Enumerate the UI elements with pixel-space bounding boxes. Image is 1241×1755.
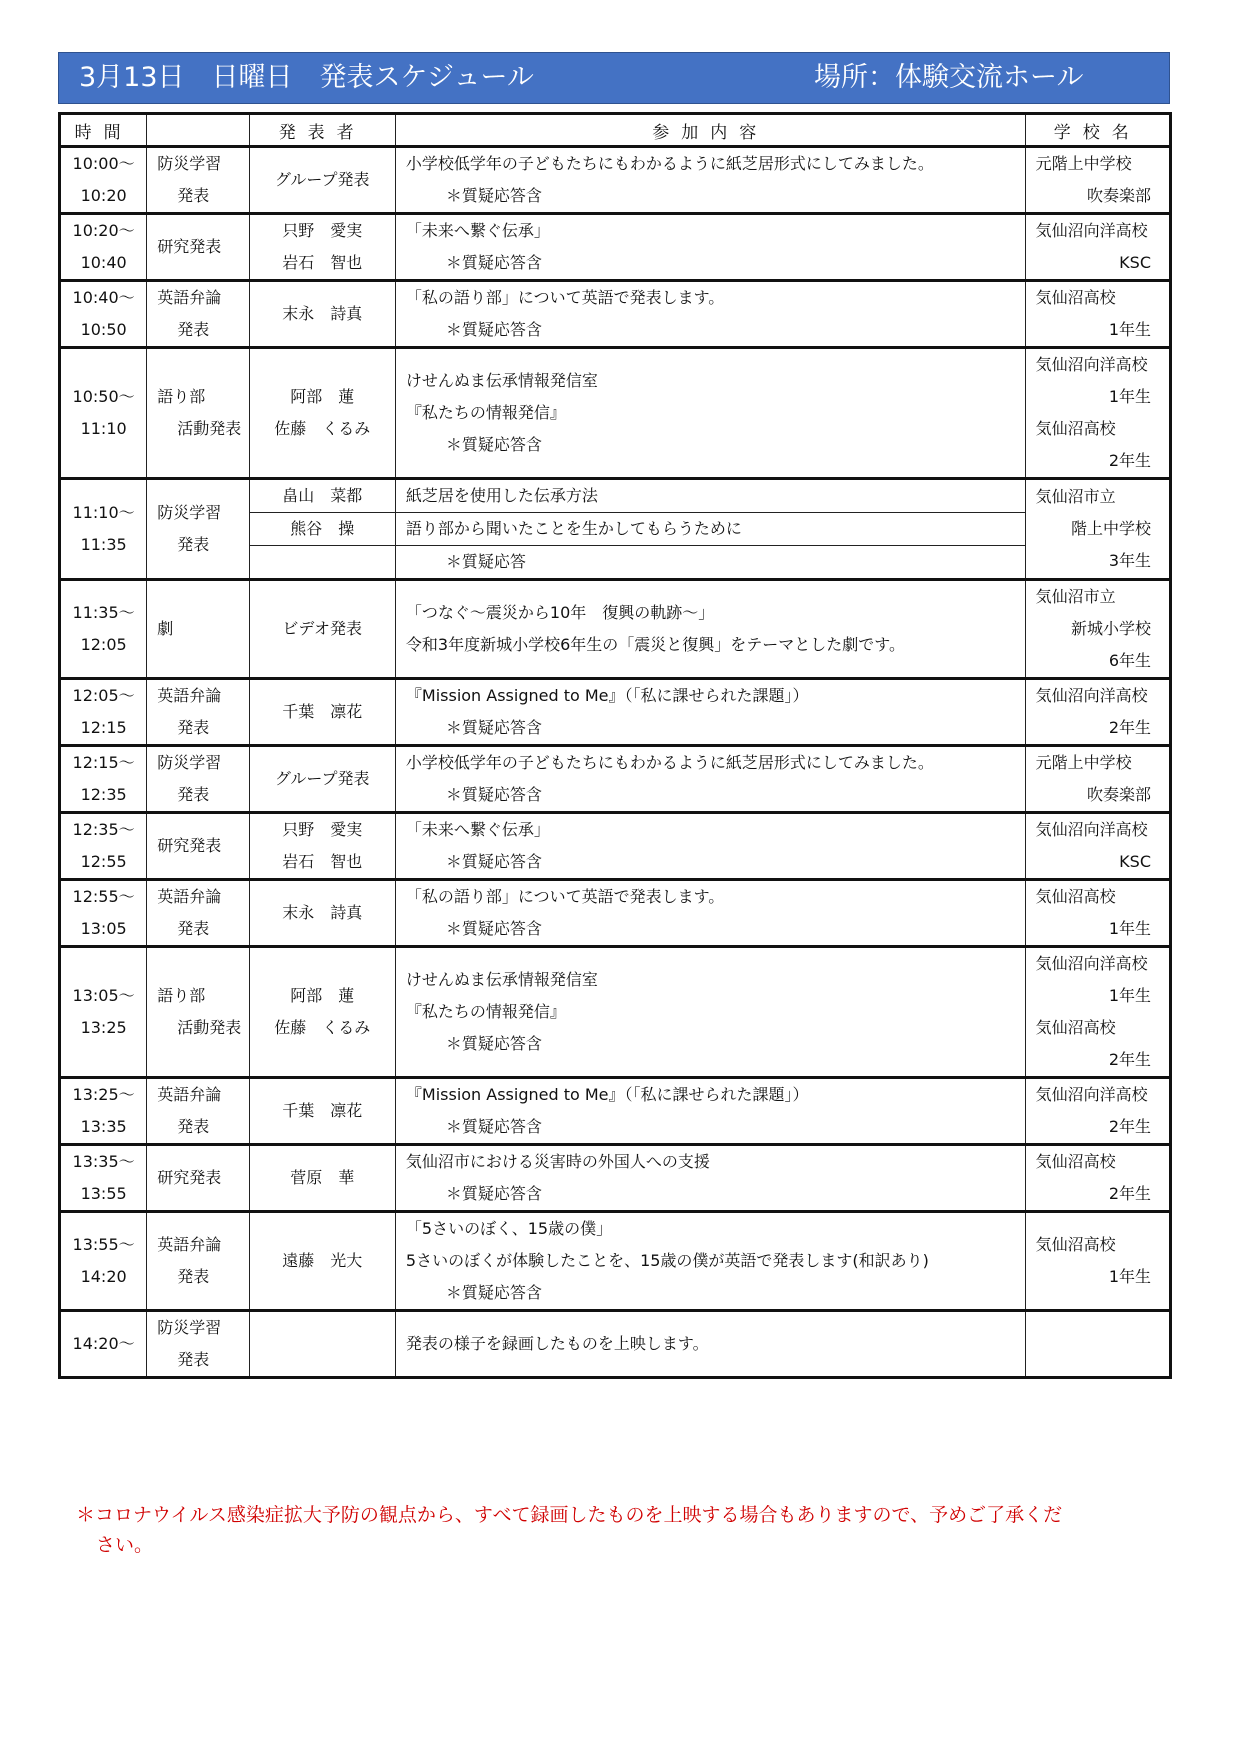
covid-notice-line2: さい。 — [96, 1534, 154, 1556]
school-cell-line: 気仙沼高校 — [1035, 1018, 1116, 1037]
content-cell-line: ＊質疑応答含 — [445, 253, 542, 272]
content-cell — [395, 281, 1025, 348]
time-cell-line: 11:10 — [80, 419, 127, 438]
header-time: 時間 — [60, 114, 147, 147]
time-cell-line: 10:40 — [80, 253, 127, 272]
content-cell-line: 「私の語り部」について英語で発表します。 — [405, 887, 725, 906]
school-cell — [1025, 147, 1170, 214]
category-cell — [147, 746, 249, 813]
time-cell-line: 12:15 — [80, 718, 127, 737]
presenter-cell-line: グループ発表 — [274, 170, 370, 189]
time-cell — [60, 147, 147, 214]
category-cell-line: 英語弁論 — [157, 887, 222, 906]
content-cell — [395, 479, 1025, 513]
time-cell-line: 11:10～ — [72, 503, 135, 522]
time-cell-line: 12:55 — [80, 852, 127, 871]
school-cell-line: 気仙沼向洋高校 — [1035, 355, 1148, 374]
time-cell — [60, 947, 147, 1078]
category-cell-line: 語り部 — [157, 986, 206, 1005]
school-cell-line: 1年生 — [1108, 387, 1151, 406]
category-cell-line: 劇 — [157, 619, 174, 638]
time-cell — [60, 281, 147, 348]
table-row — [60, 947, 1171, 1078]
presenter-cell-line: 遠藤 光大 — [282, 1251, 363, 1270]
school-cell — [1025, 214, 1170, 281]
content-cell — [395, 513, 1025, 546]
category-cell-line: 発表 — [177, 919, 210, 938]
content-cell-line: ＊質疑応答 — [445, 552, 526, 571]
presenter-cell — [249, 1212, 395, 1311]
presenter-cell — [249, 580, 395, 679]
content-cell-line: 気仙沼市における災害時の外国人への支援 — [405, 1152, 710, 1171]
content-cell-line: 『Mission Assigned to Me』（「私に課せられた課題」） — [405, 686, 809, 705]
content-cell-line: 紙芝居を使用した伝承方法 — [405, 486, 598, 505]
time-cell-line: 13:55～ — [72, 1235, 135, 1254]
presenter-cell-line: 千葉 凛花 — [282, 702, 363, 721]
category-cell — [147, 947, 249, 1078]
category-cell-line: 防災学習 — [157, 154, 222, 173]
category-cell — [147, 580, 249, 679]
time-cell-line: 12:55～ — [72, 887, 135, 906]
content-cell-line: ＊質疑応答含 — [445, 186, 542, 205]
time-cell — [60, 214, 147, 281]
content-cell — [395, 679, 1025, 746]
presenter-cell — [249, 214, 395, 281]
school-cell — [1025, 1311, 1170, 1378]
content-cell — [395, 1145, 1025, 1212]
presenter-cell-line: グループ発表 — [274, 769, 370, 788]
content-cell-line: ＊質疑応答含 — [445, 1184, 542, 1203]
presenter-cell-line: ビデオ発表 — [282, 619, 363, 638]
header-presenter: 発表者 — [249, 114, 395, 147]
table-row — [60, 679, 1171, 746]
content-cell-line: けせんぬま伝承情報発信室 — [405, 371, 598, 390]
table-row — [60, 580, 1171, 679]
school-cell-line: 3年生 — [1108, 551, 1151, 570]
table-row — [60, 1212, 1171, 1311]
presenter-cell — [249, 1078, 395, 1145]
category-cell-line: 英語弁論 — [157, 1235, 222, 1254]
school-cell-line: 2年生 — [1108, 1117, 1151, 1136]
time-cell-line: 12:35～ — [72, 820, 135, 839]
time-cell-line: 13:35～ — [72, 1152, 135, 1171]
school-cell-line: 気仙沼向洋高校 — [1035, 221, 1148, 240]
time-cell-line: 10:00～ — [72, 154, 135, 173]
table-row — [60, 880, 1171, 947]
category-cell-line: 英語弁論 — [157, 686, 222, 705]
category-cell — [147, 479, 249, 580]
school-cell — [1025, 281, 1170, 348]
school-cell-line: 気仙沼向洋高校 — [1035, 1085, 1148, 1104]
content-cell — [395, 546, 1025, 580]
category-cell — [147, 679, 249, 746]
content-cell-line: ＊質疑応答含 — [445, 1034, 542, 1053]
school-cell-line: 2年生 — [1108, 718, 1151, 737]
school-cell-line: 1年生 — [1108, 1267, 1151, 1286]
table-row — [60, 479, 1171, 513]
category-cell-line: 防災学習 — [157, 753, 222, 772]
time-cell — [60, 1212, 147, 1311]
content-cell-line: ＊質疑応答含 — [445, 320, 542, 339]
presenter-cell — [249, 479, 395, 513]
presenter-cell-line: 阿部 蓮 — [290, 387, 355, 406]
table-row — [60, 348, 1171, 479]
presenter-cell-line: 佐藤 くるみ — [274, 419, 371, 438]
header-school: 学校名 — [1025, 114, 1170, 147]
school-cell — [1025, 479, 1170, 580]
table-row — [60, 214, 1171, 281]
presenter-cell — [249, 513, 395, 546]
time-cell — [60, 348, 147, 479]
presenter-cell — [249, 546, 395, 580]
school-cell-line: 元階上中学校 — [1035, 753, 1132, 772]
time-cell — [60, 1145, 147, 1212]
category-cell — [147, 1311, 249, 1378]
presenter-cell-line: 只野 愛実 — [282, 221, 363, 240]
time-cell-line: 13:25～ — [72, 1085, 135, 1104]
content-cell-line: 『私たちの情報発信』 — [405, 1002, 566, 1021]
category-cell-line: 語り部 — [157, 387, 206, 406]
content-cell-line: 発表の様子を録画したものを上映します。 — [405, 1334, 709, 1353]
presenter-cell-line: 阿部 蓮 — [290, 986, 355, 1005]
table-header-row — [60, 114, 1171, 147]
school-cell-line: 2年生 — [1108, 1050, 1151, 1069]
header-category — [147, 114, 249, 147]
presenter-cell — [249, 348, 395, 479]
presenter-cell-line: 畠山 菜都 — [282, 486, 363, 505]
category-cell-line: 発表 — [177, 1117, 210, 1136]
content-cell — [395, 813, 1025, 880]
schedule-title-banner — [58, 52, 1170, 104]
category-cell-line: 発表 — [177, 718, 210, 737]
schedule-table — [58, 112, 1172, 1379]
presenter-cell-line — [260, 546, 385, 578]
category-cell-line: 防災学習 — [157, 1318, 222, 1337]
table-row — [60, 746, 1171, 813]
table-row — [60, 281, 1171, 348]
category-cell — [147, 813, 249, 880]
content-cell — [395, 214, 1025, 281]
time-cell — [60, 679, 147, 746]
school-cell-line: 気仙沼高校 — [1035, 419, 1116, 438]
school-cell-line: 気仙沼向洋高校 — [1035, 954, 1148, 973]
category-cell — [147, 147, 249, 214]
category-cell — [147, 1078, 249, 1145]
presenter-cell — [249, 880, 395, 947]
school-cell — [1025, 580, 1170, 679]
category-cell — [147, 214, 249, 281]
presenter-cell-line: 熊谷 操 — [290, 519, 355, 538]
presenter-cell-line: 只野 愛実 — [282, 820, 363, 839]
school-cell-line: 気仙沼高校 — [1035, 1152, 1116, 1171]
time-cell-line: 13:25 — [80, 1018, 127, 1037]
presenter-cell-line: 千葉 凛花 — [282, 1101, 363, 1120]
school-cell-line: KSC — [1119, 253, 1151, 272]
time-cell-line: 12:05～ — [72, 686, 135, 705]
table-row — [60, 147, 1171, 214]
content-cell-line: 小学校低学年の子どもたちにもわかるように紙芝居形式にしてみました。 — [405, 753, 934, 772]
school-cell-line: 吹奏楽部 — [1086, 785, 1151, 804]
category-cell-line: 英語弁論 — [157, 288, 222, 307]
category-cell — [147, 281, 249, 348]
time-cell-line: 13:05～ — [72, 986, 135, 1005]
category-cell — [147, 1145, 249, 1212]
school-cell-line: 気仙沼市立 — [1035, 487, 1116, 506]
school-cell — [1025, 348, 1170, 479]
covid-notice — [76, 1500, 1166, 1560]
time-cell — [60, 880, 147, 947]
content-cell-line: ＊質疑応答含 — [445, 1283, 542, 1302]
time-cell-line: 10:50～ — [72, 387, 135, 406]
content-cell-line: 令和3年度新城小学校6年生の「震災と復興」をテーマとした劇です。 — [405, 635, 905, 654]
content-cell-line: ＊質疑応答含 — [445, 718, 542, 737]
time-cell-line: 11:35 — [80, 535, 127, 554]
school-cell-line: 1年生 — [1108, 919, 1151, 938]
school-cell-line: 1年生 — [1108, 320, 1151, 339]
content-cell-line: ＊質疑応答含 — [445, 852, 542, 871]
content-cell-line: 『私たちの情報発信』 — [405, 403, 566, 422]
content-cell-line: 「未来へ繋ぐ伝承」 — [405, 820, 550, 839]
content-cell-line: 語り部から聞いたことを生かしてもらうために — [405, 519, 742, 538]
presenter-cell — [249, 1311, 395, 1378]
time-cell-line: 13:05 — [80, 919, 127, 938]
school-cell-line: 1年生 — [1108, 986, 1151, 1005]
time-cell-line: 14:20～ — [72, 1334, 135, 1353]
time-cell-line: 10:20 — [80, 186, 127, 205]
category-cell-line: 防災学習 — [157, 503, 222, 522]
content-cell — [395, 947, 1025, 1078]
venue-label: 場所：体験交流ホール — [814, 62, 1084, 93]
content-cell — [395, 880, 1025, 947]
school-cell-line: 元階上中学校 — [1035, 154, 1132, 173]
table-row — [60, 813, 1171, 880]
category-cell-line: 発表 — [177, 320, 210, 339]
schedule-title: 3月13日 日曜日 発表スケジュール — [79, 62, 534, 93]
presenter-cell-line: 菅原 華 — [290, 1168, 355, 1187]
content-cell-line: 5さいのぼくが体験したことを、15歳の僕が英語で発表します(和訳あり) — [405, 1251, 929, 1270]
time-cell-line: 13:35 — [80, 1117, 127, 1136]
time-cell — [60, 580, 147, 679]
presenter-cell — [249, 281, 395, 348]
presenter-cell-line: 岩石 智也 — [282, 253, 363, 272]
content-cell — [395, 580, 1025, 679]
school-cell-line: 吹奏楽部 — [1086, 186, 1151, 205]
content-cell-line: ＊質疑応答含 — [445, 785, 542, 804]
category-cell-line: 英語弁論 — [157, 1085, 222, 1104]
content-cell-line: 「5さいのぼく、15歳の僕」 — [405, 1219, 613, 1238]
content-cell — [395, 348, 1025, 479]
content-cell — [395, 746, 1025, 813]
content-cell — [395, 1212, 1025, 1311]
school-cell-line: 気仙沼向洋高校 — [1035, 820, 1148, 839]
presenter-cell — [249, 679, 395, 746]
table-row — [60, 1145, 1171, 1212]
table-row — [60, 1311, 1171, 1378]
presenter-cell — [249, 947, 395, 1078]
presenter-cell-line: 佐藤 くるみ — [274, 1018, 371, 1037]
school-cell-line: 気仙沼向洋高校 — [1035, 686, 1148, 705]
presenter-cell — [249, 1145, 395, 1212]
category-cell-line: 発表 — [177, 535, 210, 554]
presenter-cell — [249, 746, 395, 813]
category-cell-line: 発表 — [177, 186, 210, 205]
time-cell-line: 10:20～ — [72, 221, 135, 240]
school-cell-line: 階上中学校 — [1070, 519, 1151, 538]
school-cell-line: 気仙沼高校 — [1035, 1235, 1116, 1254]
header-content: 参加内容 — [395, 114, 1025, 147]
content-cell-line: ＊質疑応答含 — [445, 919, 542, 938]
school-cell — [1025, 746, 1170, 813]
time-cell-line: 13:55 — [80, 1184, 127, 1203]
school-cell — [1025, 1145, 1170, 1212]
time-cell-line: 12:35 — [80, 785, 127, 804]
time-cell-line: 12:15～ — [72, 753, 135, 772]
time-cell — [60, 1078, 147, 1145]
presenter-cell-line: 岩石 智也 — [282, 852, 363, 871]
school-cell — [1025, 1212, 1170, 1311]
category-cell-line: 活動発表 — [177, 1018, 242, 1037]
school-cell-line: 6年生 — [1108, 651, 1151, 670]
presenter-cell — [249, 147, 395, 214]
school-cell-line: KSC — [1119, 852, 1151, 871]
category-cell-line: 活動発表 — [177, 419, 242, 438]
content-cell — [395, 1311, 1025, 1378]
time-cell — [60, 479, 147, 580]
category-cell-line: 研究発表 — [157, 836, 222, 855]
time-cell — [60, 1311, 147, 1378]
content-cell-line: 「未来へ繋ぐ伝承」 — [405, 221, 550, 240]
category-cell-line: 発表 — [177, 1350, 210, 1369]
time-cell-line: 10:50 — [80, 320, 127, 339]
table-row — [60, 1078, 1171, 1145]
school-cell-line: 気仙沼市立 — [1035, 587, 1116, 606]
content-cell-line: けせんぬま伝承情報発信室 — [405, 970, 598, 989]
time-cell-line: 11:35～ — [72, 603, 135, 622]
category-cell-line: 発表 — [177, 785, 210, 804]
covid-notice-line1: ＊コロナウイルス感染症拡大予防の観点から、すべて録画したものを上映する場合もありますので、予めご了承くだ — [76, 1504, 1063, 1526]
school-cell-line: 2年生 — [1108, 451, 1151, 470]
category-cell — [147, 1212, 249, 1311]
category-cell-line: 発表 — [177, 1267, 210, 1286]
category-cell-line: 研究発表 — [157, 237, 222, 256]
presenter-cell — [249, 813, 395, 880]
time-cell-line: 10:40～ — [72, 288, 135, 307]
school-cell — [1025, 813, 1170, 880]
school-cell — [1025, 947, 1170, 1078]
presenter-cell-line: 末永 詩真 — [282, 304, 363, 323]
school-cell — [1025, 679, 1170, 746]
school-cell — [1025, 1078, 1170, 1145]
content-cell-line: 『Mission Assigned to Me』（「私に課せられた課題」） — [405, 1085, 809, 1104]
category-cell — [147, 348, 249, 479]
time-cell-line: 12:05 — [80, 635, 127, 654]
school-cell-line: 2年生 — [1108, 1184, 1151, 1203]
time-cell — [60, 746, 147, 813]
school-cell-line: 気仙沼高校 — [1035, 288, 1116, 307]
time-cell-line: 14:20 — [80, 1267, 127, 1286]
category-cell-line: 研究発表 — [157, 1168, 222, 1187]
presenter-cell-line: 末永 詩真 — [282, 903, 363, 922]
content-cell — [395, 1078, 1025, 1145]
content-cell-line: 小学校低学年の子どもたちにもわかるように紙芝居形式にしてみました。 — [405, 154, 934, 173]
school-cell-line: 新城小学校 — [1070, 619, 1151, 638]
category-cell — [147, 880, 249, 947]
content-cell-line: ＊質疑応答含 — [445, 435, 542, 454]
time-cell — [60, 813, 147, 880]
content-cell-line: 「つなぐ～震災から10年 復興の軌跡～」 — [405, 603, 715, 622]
school-cell-line: 気仙沼高校 — [1035, 887, 1116, 906]
school-cell — [1025, 880, 1170, 947]
content-cell — [395, 147, 1025, 214]
content-cell-line: ＊質疑応答含 — [445, 1117, 542, 1136]
content-cell-line: 「私の語り部」について英語で発表します。 — [405, 288, 725, 307]
